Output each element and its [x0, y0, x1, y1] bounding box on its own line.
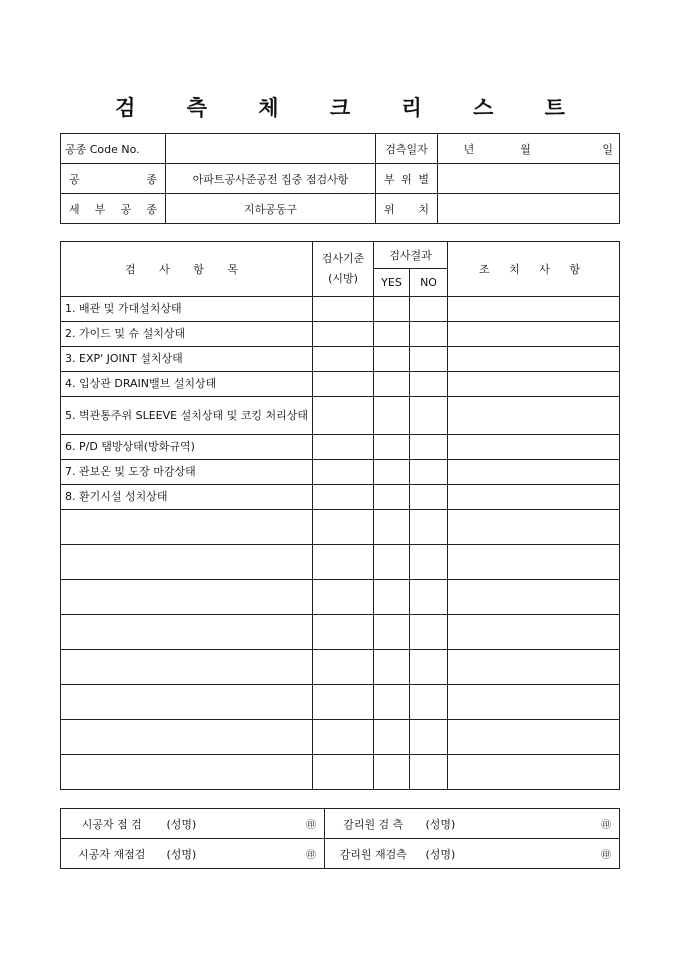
standard-cell[interactable] — [313, 615, 374, 650]
supervisor-inspect-seal: ㊞ — [520, 809, 620, 839]
part-label: 부 위 별 — [376, 164, 438, 194]
checklist-blank-row — [61, 545, 620, 580]
yes-cell[interactable] — [374, 720, 410, 755]
supervisor-reinspect-seal: ㊞ — [520, 839, 620, 869]
checklist-blank-row — [61, 720, 620, 755]
signature-row-1 — [61, 809, 620, 839]
location-label: 위 치 — [376, 194, 438, 224]
yes-cell[interactable] — [374, 755, 410, 790]
standard-cell[interactable] — [313, 720, 374, 755]
item-cell: 8. 환기시설 성치상태 — [61, 485, 313, 510]
action-cell[interactable] — [448, 347, 620, 372]
yes-cell[interactable] — [374, 460, 410, 485]
standard-cell[interactable] — [313, 397, 374, 435]
item-cell — [61, 650, 313, 685]
page-title: 검 측 체 크 리 스 트 — [115, 95, 587, 120]
no-cell[interactable] — [410, 397, 448, 435]
item-cell — [61, 685, 313, 720]
standard-cell[interactable] — [313, 510, 374, 545]
standard-cell[interactable] — [313, 485, 374, 510]
location-value[interactable] — [438, 194, 620, 224]
checklist-row — [61, 347, 620, 372]
no-cell[interactable] — [410, 460, 448, 485]
item-cell: 6. P/D 탬방상태(방화규역) — [61, 435, 313, 460]
action-cell[interactable] — [448, 685, 620, 720]
yes-cell[interactable] — [374, 545, 410, 580]
item-cell — [61, 580, 313, 615]
contractor-inspect-label: 시공자 점 검 — [61, 809, 163, 839]
info-row-work — [61, 164, 620, 194]
no-cell[interactable] — [410, 485, 448, 510]
action-cell[interactable] — [448, 397, 620, 435]
yes-cell[interactable] — [374, 322, 410, 347]
yes-cell[interactable] — [374, 685, 410, 720]
standard-cell[interactable] — [313, 372, 374, 397]
checklist-blank-row — [61, 615, 620, 650]
standard-cell[interactable] — [313, 322, 374, 347]
item-cell — [61, 545, 313, 580]
contractor-reinspect-label: 시공자 재점검 — [61, 839, 163, 869]
no-cell[interactable] — [410, 372, 448, 397]
yes-cell[interactable] — [374, 615, 410, 650]
header-standard-line2: (시방) — [328, 272, 358, 285]
standard-cell[interactable] — [313, 347, 374, 372]
standard-cell[interactable] — [313, 650, 374, 685]
no-cell[interactable] — [410, 322, 448, 347]
contractor-reinspect-seal: ㊞ — [225, 839, 325, 869]
checklist-blank-row — [61, 685, 620, 720]
action-cell[interactable] — [448, 755, 620, 790]
standard-cell[interactable] — [313, 545, 374, 580]
yes-cell[interactable] — [374, 485, 410, 510]
standard-cell[interactable] — [313, 755, 374, 790]
info-row-code — [61, 134, 620, 164]
yes-cell[interactable] — [374, 347, 410, 372]
action-cell[interactable] — [448, 485, 620, 510]
detail-label: 세 부 공 종 — [61, 194, 166, 224]
header-result: 검사결과 — [374, 242, 448, 269]
work-value[interactable]: 아파트공사준공전 집중 점검사항 — [166, 164, 376, 194]
checklist-row — [61, 485, 620, 510]
no-cell[interactable] — [410, 297, 448, 322]
no-cell[interactable] — [410, 615, 448, 650]
checklist-row — [61, 460, 620, 485]
contractor-inspect-name[interactable]: (성명) — [163, 809, 225, 839]
header-yes: YES — [374, 269, 410, 297]
header-item: 검 사 항 목 — [61, 242, 313, 297]
action-cell[interactable] — [448, 297, 620, 322]
action-cell[interactable] — [448, 322, 620, 347]
checklist-row — [61, 297, 620, 322]
item-cell — [61, 755, 313, 790]
checklist-header-row — [61, 242, 620, 269]
header-standard-line1: 검사기준 — [321, 252, 365, 265]
checklist-blank-row — [61, 755, 620, 790]
date-month: 월 — [520, 142, 531, 156]
yes-cell[interactable] — [374, 372, 410, 397]
item-cell — [61, 615, 313, 650]
action-cell[interactable] — [448, 615, 620, 650]
date-day: 일 — [602, 142, 613, 156]
checklist-blank-row — [61, 580, 620, 615]
supervisor-inspect-name[interactable]: (성명) — [422, 809, 520, 839]
yes-cell[interactable] — [374, 510, 410, 545]
action-cell[interactable] — [448, 372, 620, 397]
yes-cell[interactable] — [374, 435, 410, 460]
no-cell[interactable] — [410, 545, 448, 580]
no-cell[interactable] — [410, 435, 448, 460]
checklist-row — [61, 372, 620, 397]
supervisor-inspect-label: 감리원 검 측 — [325, 809, 422, 839]
yes-cell[interactable] — [374, 397, 410, 435]
contractor-inspect-seal: ㊞ — [225, 809, 325, 839]
item-cell — [61, 720, 313, 755]
header-action: 조 치 사 항 — [448, 242, 620, 297]
no-cell[interactable] — [410, 755, 448, 790]
detail-value[interactable]: 지하공동구 — [166, 194, 376, 224]
standard-cell[interactable] — [313, 580, 374, 615]
date-year: 년 — [463, 142, 475, 156]
checklist-row — [61, 397, 620, 435]
no-cell[interactable] — [410, 720, 448, 755]
checklist-row — [61, 322, 620, 347]
supervisor-reinspect-name[interactable]: (성명) — [422, 839, 520, 869]
no-cell[interactable] — [410, 510, 448, 545]
code-label: 공종 Code No. — [61, 134, 166, 164]
action-cell[interactable] — [448, 510, 620, 545]
standard-cell[interactable] — [313, 460, 374, 485]
checklist-blank-row — [61, 650, 620, 685]
action-cell[interactable] — [448, 460, 620, 485]
info-table — [60, 133, 620, 224]
standard-cell[interactable] — [313, 435, 374, 460]
item-cell: 2. 가이드 및 슈 설치상태 — [61, 322, 313, 347]
info-row-detail — [61, 194, 620, 224]
header-no: NO — [410, 269, 448, 297]
header-standard — [313, 242, 374, 297]
item-cell: 7. 관보온 및 도장 마감상태 — [61, 460, 313, 485]
code-value[interactable] — [166, 134, 376, 164]
signature-row-2 — [61, 839, 620, 869]
signature-table — [60, 808, 620, 869]
item-cell: 4. 입상관 DRAIN밸브 설치상태 — [61, 372, 313, 397]
date-label: 검측일자 — [376, 134, 438, 164]
supervisor-reinspect-label: 감리원 재검측 — [325, 839, 422, 869]
date-value[interactable] — [438, 134, 620, 164]
action-cell[interactable] — [448, 545, 620, 580]
action-cell[interactable] — [448, 435, 620, 460]
no-cell[interactable] — [410, 580, 448, 615]
contractor-reinspect-name[interactable]: (성명) — [163, 839, 225, 869]
checklist-table — [60, 241, 620, 790]
action-cell[interactable] — [448, 720, 620, 755]
standard-cell[interactable] — [313, 685, 374, 720]
part-value[interactable] — [438, 164, 620, 194]
no-cell[interactable] — [410, 650, 448, 685]
yes-cell[interactable] — [374, 650, 410, 685]
yes-cell[interactable] — [374, 297, 410, 322]
checklist-blank-row — [61, 510, 620, 545]
item-cell: 5. 벽관통주위 SLEEVE 설치상태 및 코킹 처리상태 — [61, 397, 313, 435]
item-cell: 1. 배관 및 가대설치상태 — [61, 297, 313, 322]
checklist-row — [61, 435, 620, 460]
item-cell: 3. EXP' JOINT 설치상태 — [61, 347, 313, 372]
standard-cell[interactable] — [313, 297, 374, 322]
work-label: 공 종 — [61, 164, 166, 194]
action-cell[interactable] — [448, 650, 620, 685]
item-cell — [61, 510, 313, 545]
action-cell[interactable] — [448, 580, 620, 615]
yes-cell[interactable] — [374, 580, 410, 615]
no-cell[interactable] — [410, 347, 448, 372]
no-cell[interactable] — [410, 685, 448, 720]
